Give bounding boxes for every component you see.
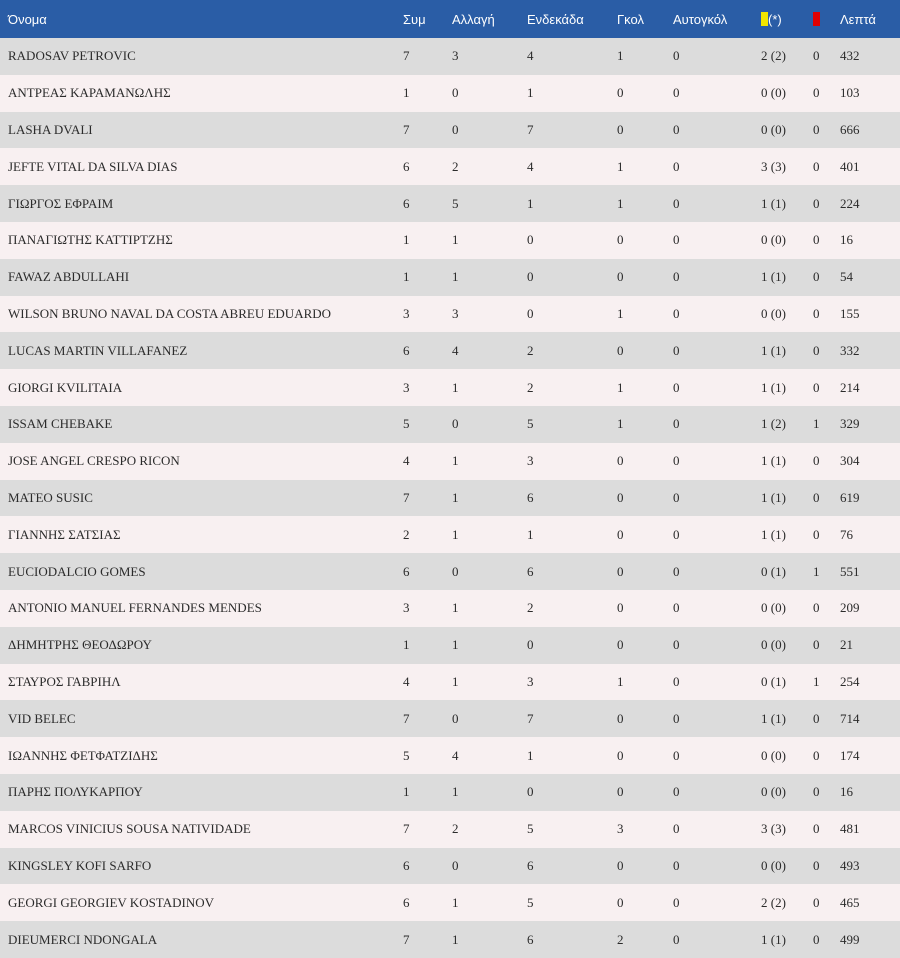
- player-goals: 0: [617, 489, 624, 505]
- player-minutes: 465: [840, 894, 860, 910]
- player-red-cards: 0: [813, 784, 820, 800]
- player-red-cards: 0: [813, 747, 820, 763]
- player-red-cards: 0: [813, 85, 820, 101]
- player-name[interactable]: ANTONIO MANUEL FERNANDES MENDES: [8, 600, 262, 616]
- player-goals: 1: [617, 48, 624, 64]
- player-red-cards: 0: [813, 158, 820, 174]
- player-starts: 2: [527, 342, 534, 358]
- player-yellow-cards: 1 (1): [761, 489, 786, 505]
- player-red-cards: 0: [813, 526, 820, 542]
- player-sub: 0: [452, 416, 459, 432]
- player-apps: 6: [403, 195, 410, 211]
- player-minutes: 16: [840, 784, 853, 800]
- player-own-goals: 0: [673, 821, 680, 837]
- player-yellow-cards: 3 (3): [761, 821, 786, 837]
- player-minutes: 214: [840, 379, 860, 395]
- table-row: [0, 516, 900, 553]
- player-starts: 1: [527, 747, 534, 763]
- player-yellow-cards: 0 (0): [761, 637, 786, 653]
- table-row: [0, 443, 900, 480]
- player-starts: 5: [527, 416, 534, 432]
- player-own-goals: 0: [673, 489, 680, 505]
- player-minutes: 209: [840, 600, 860, 616]
- player-minutes: 16: [840, 232, 853, 248]
- player-own-goals: 0: [673, 305, 680, 321]
- player-red-cards: 0: [813, 821, 820, 837]
- player-minutes: 21: [840, 637, 853, 653]
- yellow-card-icon: [761, 12, 768, 26]
- player-starts: 1: [527, 526, 534, 542]
- table-row: [0, 480, 900, 517]
- player-apps: 7: [403, 121, 410, 137]
- player-minutes: 551: [840, 563, 860, 579]
- table-row: [0, 369, 900, 406]
- player-yellow-cards: 0 (1): [761, 563, 786, 579]
- player-apps: 7: [403, 48, 410, 64]
- player-sub: 1: [452, 269, 459, 285]
- player-sub: 1: [452, 637, 459, 653]
- player-own-goals: 0: [673, 710, 680, 726]
- player-apps: 1: [403, 85, 410, 101]
- player-goals: 1: [617, 416, 624, 432]
- player-sub: 1: [452, 379, 459, 395]
- player-yellow-cards: 0 (0): [761, 121, 786, 137]
- player-apps: 5: [403, 416, 410, 432]
- table-row: [0, 222, 900, 259]
- player-yellow-cards: 1 (2): [761, 416, 786, 432]
- player-apps: 7: [403, 489, 410, 505]
- player-apps: 1: [403, 637, 410, 653]
- player-minutes: 432: [840, 48, 860, 64]
- player-yellow-cards: 1 (1): [761, 342, 786, 358]
- table-row: [0, 774, 900, 811]
- player-name[interactable]: ΙΩΑΝΝΗΣ ΦΕΤΦΑΤΖΙΔΗΣ: [8, 747, 158, 763]
- player-starts: 0: [527, 784, 534, 800]
- player-starts: 0: [527, 269, 534, 285]
- player-yellow-cards: 1 (1): [761, 710, 786, 726]
- table-row: [0, 148, 900, 185]
- header-minutes[interactable]: Λεπτά: [840, 11, 876, 27]
- table-row: [0, 848, 900, 885]
- header-own-goals[interactable]: Αυτογκόλ: [673, 11, 728, 27]
- player-starts: 2: [527, 600, 534, 616]
- player-sub: 1: [452, 232, 459, 248]
- player-sub: 3: [452, 305, 459, 321]
- player-yellow-cards: 0 (0): [761, 600, 786, 616]
- player-sub: 1: [452, 894, 459, 910]
- table-row: [0, 627, 900, 664]
- player-apps: 7: [403, 710, 410, 726]
- player-sub: 2: [452, 821, 459, 837]
- table-row: [0, 553, 900, 590]
- player-own-goals: 0: [673, 121, 680, 137]
- player-minutes: 499: [840, 931, 860, 947]
- player-name[interactable]: ISSAM CHEBAKE: [8, 416, 113, 432]
- player-name[interactable]: ΓΙΑΝΝΗΣ ΣΑΤΣΙΑΣ: [8, 526, 121, 542]
- player-yellow-cards: 1 (1): [761, 526, 786, 542]
- player-own-goals: 0: [673, 673, 680, 689]
- player-minutes: 332: [840, 342, 860, 358]
- player-goals: 2: [617, 931, 624, 947]
- header-yellow-cards[interactable]: [761, 0, 813, 38]
- player-own-goals: 0: [673, 453, 680, 469]
- player-apps: 6: [403, 894, 410, 910]
- table-header-row: [0, 0, 900, 38]
- player-minutes: 103: [840, 85, 860, 101]
- player-name[interactable]: GIORGI KVILITAIA: [8, 379, 123, 395]
- player-goals: 0: [617, 342, 624, 358]
- player-own-goals: 0: [673, 85, 680, 101]
- player-name[interactable]: MARCOS VINICIUS SOUSA NATIVIDADE: [8, 821, 251, 837]
- player-red-cards: 0: [813, 637, 820, 653]
- player-goals: 0: [617, 710, 624, 726]
- player-red-cards: 0: [813, 857, 820, 873]
- player-sub: 3: [452, 48, 459, 64]
- player-starts: 5: [527, 821, 534, 837]
- player-apps: 1: [403, 784, 410, 800]
- player-own-goals: 0: [673, 857, 680, 873]
- player-sub: 0: [452, 85, 459, 101]
- player-minutes: 619: [840, 489, 860, 505]
- header-starts[interactable]: Ενδεκάδα: [527, 11, 584, 27]
- player-goals: 0: [617, 526, 624, 542]
- player-apps: 6: [403, 342, 410, 358]
- player-sub: 0: [452, 563, 459, 579]
- player-yellow-cards: 3 (3): [761, 158, 786, 174]
- player-red-cards: 1: [813, 416, 820, 432]
- red-card-icon: [813, 12, 820, 26]
- player-apps: 7: [403, 821, 410, 837]
- player-apps: 2: [403, 526, 410, 542]
- player-name[interactable]: ΔΗΜΗΤΡΗΣ ΘΕΟΔΩΡΟΥ: [8, 637, 152, 653]
- player-minutes: 401: [840, 158, 860, 174]
- player-minutes: 329: [840, 416, 860, 432]
- player-own-goals: 0: [673, 48, 680, 64]
- player-yellow-cards: 1 (1): [761, 453, 786, 469]
- table-row: [0, 921, 900, 958]
- player-sub: 0: [452, 857, 459, 873]
- player-red-cards: 1: [813, 673, 820, 689]
- player-sub: 5: [452, 195, 459, 211]
- player-own-goals: 0: [673, 600, 680, 616]
- table-row: [0, 112, 900, 149]
- player-own-goals: 0: [673, 563, 680, 579]
- player-red-cards: 0: [813, 305, 820, 321]
- player-starts: 0: [527, 232, 534, 248]
- player-goals: 0: [617, 232, 624, 248]
- player-sub: 0: [452, 710, 459, 726]
- player-red-cards: 0: [813, 931, 820, 947]
- player-name[interactable]: MATEO SUSIC: [8, 489, 93, 505]
- player-minutes: 714: [840, 710, 860, 726]
- table-row: [0, 185, 900, 222]
- player-minutes: 493: [840, 857, 860, 873]
- player-sub: 0: [452, 121, 459, 137]
- player-goals: 0: [617, 600, 624, 616]
- table-row: [0, 406, 900, 443]
- header-goals[interactable]: Γκολ: [617, 11, 644, 27]
- table-row: [0, 884, 900, 921]
- player-own-goals: 0: [673, 416, 680, 432]
- table-row: [0, 811, 900, 848]
- player-own-goals: 0: [673, 747, 680, 763]
- table-row: [0, 296, 900, 333]
- player-starts: 0: [527, 637, 534, 653]
- player-yellow-cards: 0 (0): [761, 857, 786, 873]
- player-sub: 4: [452, 342, 459, 358]
- player-name[interactable]: ΓΙΩΡΓΟΣ ΕΦΡΑΙΜ: [8, 195, 114, 211]
- player-goals: 0: [617, 637, 624, 653]
- player-own-goals: 0: [673, 158, 680, 174]
- player-name[interactable]: KINGSLEY KOFI SARFO: [8, 857, 152, 873]
- player-goals: 1: [617, 158, 624, 174]
- player-sub: 1: [452, 931, 459, 947]
- player-minutes: 666: [840, 121, 860, 137]
- player-goals: 1: [617, 305, 624, 321]
- player-sub: 1: [452, 673, 459, 689]
- player-name[interactable]: WILSON BRUNO NAVAL DA COSTA ABREU EDUARDO: [8, 305, 332, 321]
- player-own-goals: 0: [673, 342, 680, 358]
- player-yellow-cards: 0 (0): [761, 784, 786, 800]
- player-minutes: 54: [840, 269, 853, 285]
- player-red-cards: 0: [813, 269, 820, 285]
- player-own-goals: 0: [673, 269, 680, 285]
- player-yellow-cards: 2 (2): [761, 894, 786, 910]
- player-name[interactable]: LUCAS MARTIN VILLAFANEZ: [8, 342, 188, 358]
- player-name[interactable]: ΑΝΤΡΕΑΣ ΚΑΡΑΜΑΝΩΛΗΣ: [8, 85, 171, 101]
- player-starts: 0: [527, 305, 534, 321]
- player-apps: 4: [403, 673, 410, 689]
- player-minutes: 155: [840, 305, 860, 321]
- player-starts: 6: [527, 857, 534, 873]
- player-yellow-cards: 0 (0): [761, 747, 786, 763]
- player-name[interactable]: ΠΑΝΑΓΙΩΤΗΣ ΚΑΤΤΙΡΤΖΗΣ: [8, 232, 173, 248]
- player-yellow-cards: 2 (2): [761, 48, 786, 64]
- player-own-goals: 0: [673, 784, 680, 800]
- player-apps: 3: [403, 600, 410, 616]
- player-starts: 1: [527, 85, 534, 101]
- table-row: [0, 590, 900, 627]
- player-starts: 4: [527, 158, 534, 174]
- player-starts: 7: [527, 121, 534, 137]
- player-goals: 0: [617, 857, 624, 873]
- player-goals: 3: [617, 821, 624, 837]
- player-own-goals: 0: [673, 195, 680, 211]
- player-goals: 0: [617, 747, 624, 763]
- player-apps: 1: [403, 232, 410, 248]
- player-sub: 1: [452, 489, 459, 505]
- player-starts: 3: [527, 453, 534, 469]
- table-row: [0, 75, 900, 112]
- player-apps: 6: [403, 158, 410, 174]
- table-row: [0, 332, 900, 369]
- player-own-goals: 0: [673, 931, 680, 947]
- player-goals: 1: [617, 673, 624, 689]
- player-yellow-cards: 0 (0): [761, 85, 786, 101]
- player-red-cards: 0: [813, 48, 820, 64]
- player-name[interactable]: JEFTE VITAL DA SILVA DIAS: [8, 158, 178, 174]
- player-minutes: 481: [840, 821, 860, 837]
- player-starts: 5: [527, 894, 534, 910]
- player-yellow-cards: 1 (1): [761, 379, 786, 395]
- player-name[interactable]: FAWAZ ABDULLAHI: [8, 269, 130, 285]
- player-apps: 5: [403, 747, 410, 763]
- table-row: [0, 700, 900, 737]
- player-apps: 6: [403, 857, 410, 873]
- player-sub: 4: [452, 747, 459, 763]
- player-minutes: 254: [840, 673, 860, 689]
- header-sub[interactable]: Αλλαγή: [452, 11, 495, 27]
- player-own-goals: 0: [673, 526, 680, 542]
- player-starts: 7: [527, 710, 534, 726]
- player-apps: 1: [403, 269, 410, 285]
- player-name[interactable]: GEORGI GEORGIEV KOSTADINOV: [8, 894, 214, 910]
- player-goals: 0: [617, 453, 624, 469]
- player-sub: 1: [452, 526, 459, 542]
- player-sub: 2: [452, 158, 459, 174]
- player-minutes: 224: [840, 195, 860, 211]
- player-red-cards: 0: [813, 489, 820, 505]
- player-goals: 0: [617, 563, 624, 579]
- player-apps: 3: [403, 305, 410, 321]
- player-own-goals: 0: [673, 379, 680, 395]
- player-red-cards: 0: [813, 121, 820, 137]
- player-starts: 6: [527, 931, 534, 947]
- player-apps: 3: [403, 379, 410, 395]
- player-yellow-cards: 0 (0): [761, 232, 786, 248]
- table-row: [0, 664, 900, 701]
- player-own-goals: 0: [673, 894, 680, 910]
- player-minutes: 174: [840, 747, 860, 763]
- player-red-cards: 0: [813, 710, 820, 726]
- player-starts: 1: [527, 195, 534, 211]
- player-starts: 4: [527, 48, 534, 64]
- header-name[interactable]: Όνομα: [8, 11, 47, 27]
- player-apps: 4: [403, 453, 410, 469]
- player-own-goals: 0: [673, 232, 680, 248]
- player-red-cards: 0: [813, 379, 820, 395]
- player-goals: 1: [617, 195, 624, 211]
- player-sub: 1: [452, 784, 459, 800]
- player-red-cards: 0: [813, 894, 820, 910]
- player-goals: 1: [617, 379, 624, 395]
- player-starts: 3: [527, 673, 534, 689]
- player-yellow-cards: 1 (1): [761, 931, 786, 947]
- player-red-cards: 1: [813, 563, 820, 579]
- player-sub: 1: [452, 600, 459, 616]
- player-yellow-cards: 1 (1): [761, 269, 786, 285]
- table-row: [0, 737, 900, 774]
- player-red-cards: 0: [813, 232, 820, 248]
- player-name[interactable]: LASHA DVALI: [8, 121, 93, 137]
- player-name[interactable]: DIEUMERCI NDONGALA: [8, 931, 158, 947]
- player-apps: 7: [403, 931, 410, 947]
- player-name[interactable]: JOSE ANGEL CRESPO RICON: [8, 453, 180, 469]
- player-goals: 0: [617, 269, 624, 285]
- player-name[interactable]: ΠΑΡΗΣ ΠΟΛΥΚΑΡΠΟΥ: [8, 784, 143, 800]
- player-red-cards: 0: [813, 195, 820, 211]
- player-goals: 0: [617, 784, 624, 800]
- player-sub: 1: [452, 453, 459, 469]
- player-goals: 0: [617, 85, 624, 101]
- player-name[interactable]: VID BELEC: [8, 710, 76, 726]
- player-yellow-cards: 0 (0): [761, 305, 786, 321]
- player-yellow-cards: 1 (1): [761, 195, 786, 211]
- player-starts: 2: [527, 379, 534, 395]
- player-name[interactable]: RADOSAV PETROVIC: [8, 48, 136, 64]
- player-apps: 6: [403, 563, 410, 579]
- player-minutes: 304: [840, 453, 860, 469]
- table-row: [0, 38, 900, 75]
- player-starts: 6: [527, 563, 534, 579]
- player-red-cards: 0: [813, 600, 820, 616]
- player-starts: 6: [527, 489, 534, 505]
- player-name[interactable]: EUCIODALCIO GOMES: [8, 563, 146, 579]
- player-red-cards: 0: [813, 453, 820, 469]
- player-yellow-cards: 0 (1): [761, 673, 786, 689]
- player-goals: 0: [617, 121, 624, 137]
- header-red-cards[interactable]: [813, 0, 840, 38]
- player-minutes: 76: [840, 526, 853, 542]
- player-name[interactable]: ΣΤΑΥΡΟΣ ΓΑΒΡΙΗΛ: [8, 673, 121, 689]
- header-apps[interactable]: Συμ: [403, 11, 426, 27]
- header-yellow-suffix: (*): [768, 11, 782, 27]
- player-red-cards: 0: [813, 342, 820, 358]
- player-goals: 0: [617, 894, 624, 910]
- player-own-goals: 0: [673, 637, 680, 653]
- table-row: [0, 259, 900, 296]
